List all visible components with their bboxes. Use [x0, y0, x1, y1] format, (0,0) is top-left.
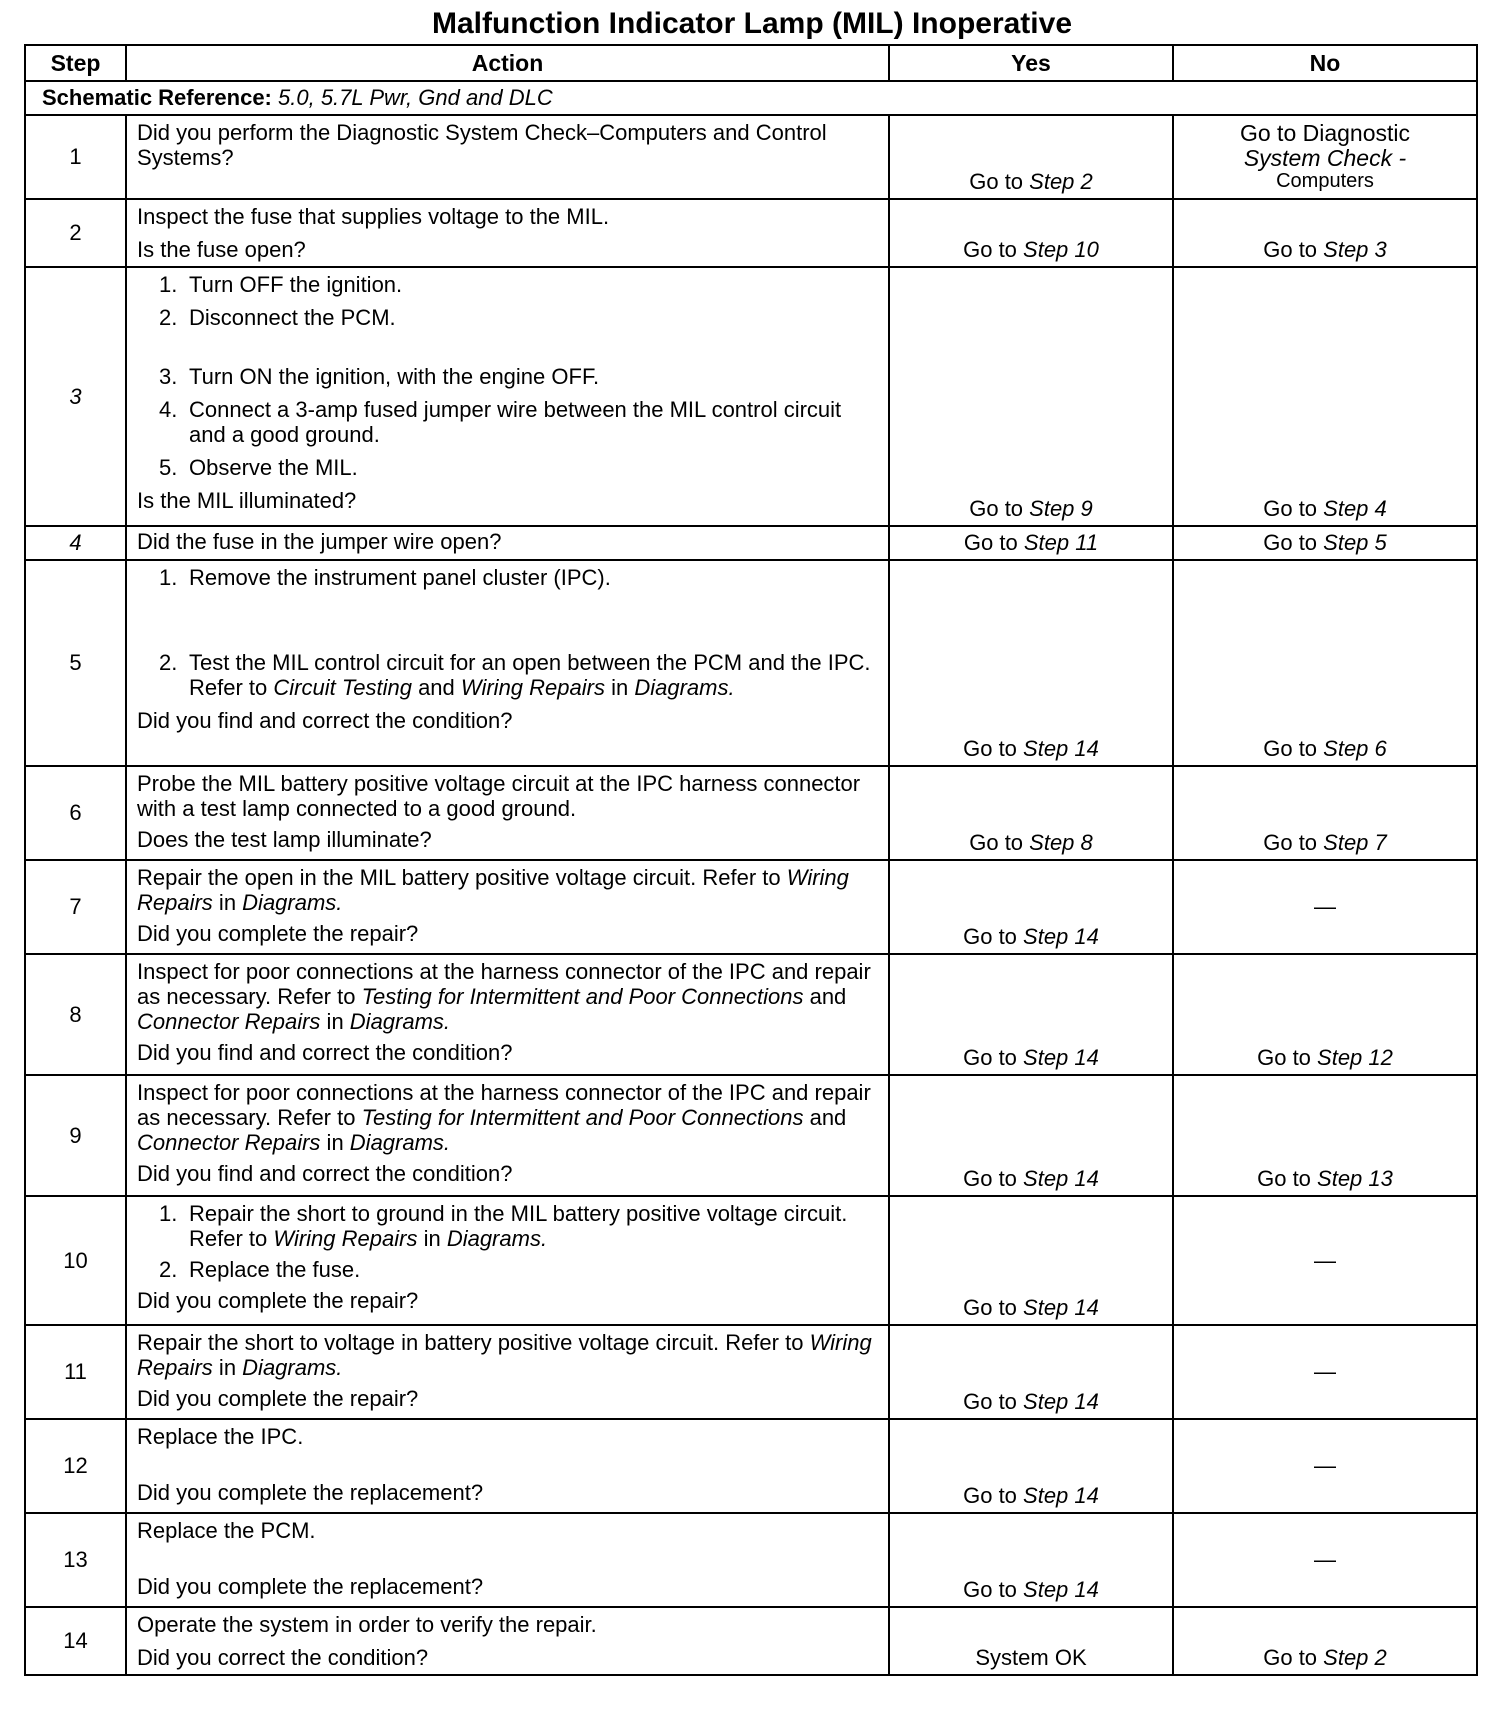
step-number: 10: [25, 1196, 126, 1325]
yes-link[interactable]: Step 11: [1023, 530, 1099, 555]
step-number: 13: [25, 1513, 126, 1607]
action-question: Did you complete the repair?: [137, 1288, 419, 1313]
list-item: 2. Disconnect the PCM.: [159, 305, 396, 330]
schematic-reference: [25, 81, 1477, 115]
no-cell: [1173, 1513, 1477, 1607]
no-link[interactable]: Step 4: [1323, 496, 1387, 521]
no-cell: [1173, 766, 1477, 860]
no-prefix: Go to: [1263, 496, 1324, 521]
list-item: 2. Test the MIL control circuit for an open between the PCM and the IPC. Refer to Circuit Testing and Wiring Repairs in Diagrams.: [159, 650, 871, 700]
no-cell: [1173, 1607, 1477, 1675]
no-dash: —: [1314, 1247, 1336, 1273]
no-prefix: Go to: [1257, 1166, 1318, 1191]
action-text: Inspect for poor connections at the harness connector of the IPC and repair as necessary. Refer to Testing for Intermittent and Poor Connections and Connector Repairs in Diagrams.: [137, 959, 871, 1034]
table-row: [25, 1196, 1477, 1325]
step-number: 11: [25, 1325, 126, 1419]
action-question: Did you find and correct the condition?: [137, 708, 513, 733]
list-item: 1. Repair the short to ground in the MIL battery positive voltage circuit. Refer to Wiring Repairs in Diagrams.: [159, 1201, 848, 1251]
yes-cell: [889, 560, 1173, 766]
table-row: [25, 860, 1477, 954]
yes-cell: [889, 1419, 1173, 1513]
yes-cell: [889, 526, 1173, 560]
yes-cell: [889, 954, 1173, 1075]
action-cell: [126, 199, 889, 267]
action-question: Did you correct the condition?: [137, 1645, 429, 1670]
table-row: [25, 766, 1477, 860]
table-row: [25, 1075, 1477, 1196]
action-question: Did you find and correct the condition?: [137, 1040, 513, 1065]
yes-prefix: Go to: [963, 1295, 1024, 1320]
yes-prefix: Go to: [963, 1483, 1024, 1508]
yes-prefix: Go to: [963, 1045, 1024, 1070]
yes-link[interactable]: Step 2: [1029, 169, 1093, 194]
header-no: No: [1173, 45, 1477, 81]
yes-link[interactable]: Step 14: [1023, 736, 1099, 761]
no-link[interactable]: Step 5: [1323, 530, 1387, 555]
yes-cell: [889, 1196, 1173, 1325]
table-row: [25, 1325, 1477, 1419]
no-cell: [1173, 199, 1477, 267]
step-number: 6: [25, 766, 126, 860]
action-question: Did you complete the repair?: [137, 1386, 419, 1411]
no-link[interactable]: Step 7: [1323, 830, 1387, 855]
list-item: 4. Connect a 3-amp fused jumper wire between the MIL control circuit and a good ground.: [159, 397, 842, 447]
yes-cell: [889, 1325, 1173, 1419]
action-cell: [126, 766, 889, 860]
table-row: [25, 954, 1477, 1075]
no-link[interactable]: Step 6: [1323, 736, 1387, 761]
yes-prefix: Go to: [969, 169, 1030, 194]
action-question: Did you find and correct the condition?: [137, 1161, 513, 1186]
yes-link[interactable]: Step 14: [1023, 1166, 1099, 1191]
step-number: 12: [25, 1419, 126, 1513]
table-row: [25, 199, 1477, 267]
no-dash: —: [1314, 1359, 1336, 1384]
no-line-3: Computers: [1276, 170, 1374, 192]
yes-text: System OK: [975, 1645, 1087, 1670]
yes-link[interactable]: Step 14: [1023, 924, 1099, 949]
no-dash: —: [1314, 1453, 1336, 1478]
yes-link[interactable]: Step 14: [1023, 1295, 1099, 1320]
action-question: Did you complete the repair?: [137, 921, 419, 946]
action-cell: [126, 560, 889, 766]
list-item: 1. Remove the instrument panel cluster (IPC).: [159, 565, 611, 590]
schematic-row: [25, 81, 1477, 115]
no-prefix: Go to: [1257, 1045, 1318, 1070]
no-link[interactable]: Step 12: [1317, 1045, 1393, 1070]
step-number: [25, 267, 126, 526]
yes-link[interactable]: Step 10: [1023, 237, 1099, 262]
yes-link[interactable]: Step 8: [1029, 830, 1093, 855]
action-cell: [126, 1419, 889, 1513]
table-row: [25, 560, 1477, 766]
action-cell: [126, 1196, 889, 1325]
yes-cell: [889, 1075, 1173, 1196]
action-cell: [126, 1607, 889, 1675]
action-text: Repair the short to voltage in battery positive voltage circuit. Refer to Wiring Repairs in Diagrams.: [137, 1330, 872, 1380]
step-number: 14: [25, 1607, 126, 1675]
action-question: Did you complete the replacement?: [137, 1480, 484, 1505]
yes-cell: [889, 860, 1173, 954]
action-text: Operate the system in order to verify the repair.: [137, 1612, 597, 1637]
list-item: 3. Turn ON the ignition, with the engine OFF.: [159, 364, 600, 389]
diagnostic-table: [24, 44, 1478, 1676]
action-question: Did you complete the replacement?: [137, 1574, 484, 1599]
action-cell: [126, 1075, 889, 1196]
yes-link[interactable]: Step 9: [1029, 496, 1093, 521]
step-number-text: 4: [69, 530, 82, 555]
no-prefix: Go to: [1263, 736, 1324, 761]
yes-link[interactable]: Step 14: [1023, 1045, 1099, 1070]
table-row: [25, 526, 1477, 560]
action-text: Inspect the fuse that supplies voltage to the MIL.: [137, 204, 610, 229]
no-cell: [1173, 1419, 1477, 1513]
action-cell: [126, 526, 889, 560]
no-link[interactable]: Step 3: [1323, 237, 1387, 262]
no-cell: [1173, 954, 1477, 1075]
action-text: Replace the IPC.: [137, 1424, 304, 1449]
no-prefix: Go to: [1263, 237, 1324, 262]
yes-prefix: Go to: [969, 830, 1030, 855]
action-cell: [126, 860, 889, 954]
header-action: Action: [126, 45, 889, 81]
action-cell: [126, 1513, 889, 1607]
yes-link[interactable]: Step 14: [1023, 1389, 1099, 1414]
action-question: Is the MIL illuminated?: [137, 488, 357, 513]
no-line-1[interactable]: Go to Diagnostic: [1239, 120, 1411, 146]
yes-cell: [889, 766, 1173, 860]
no-cell: [1173, 1075, 1477, 1196]
no-link[interactable]: Step 2: [1323, 1645, 1387, 1670]
yes-link[interactable]: Step 14: [1023, 1577, 1099, 1602]
no-cell: [1173, 115, 1477, 199]
step-number: [25, 526, 126, 560]
action-question: Did the fuse in the jumper wire open?: [137, 529, 502, 554]
yes-prefix: Go to: [963, 237, 1024, 262]
list-item: 1. Turn OFF the ignition.: [159, 272, 403, 297]
step-number: 9: [25, 1075, 126, 1196]
action-cell: [126, 115, 889, 199]
action-question: Is the fuse open?: [137, 237, 306, 262]
header-row: [25, 45, 1477, 81]
yes-cell: [889, 267, 1173, 526]
action-text: Replace the PCM.: [137, 1518, 316, 1543]
no-line-2[interactable]: System Check -: [1243, 145, 1407, 171]
action-cell: [126, 954, 889, 1075]
header-step: Step: [25, 45, 126, 81]
no-dash: —: [1314, 1547, 1336, 1572]
table-row: [25, 1513, 1477, 1607]
yes-prefix: Go to: [969, 496, 1030, 521]
table-row: [25, 267, 1477, 526]
yes-prefix: Go to: [963, 1166, 1024, 1191]
no-prefix: Go to: [1263, 1645, 1324, 1670]
step-number-text: 3: [69, 383, 82, 409]
action-cell: [126, 1325, 889, 1419]
table-row: [25, 1607, 1477, 1675]
list-item: 5. Observe the MIL.: [159, 455, 358, 480]
table-row: [25, 115, 1477, 199]
action-cell: [126, 267, 889, 526]
yes-cell: [889, 199, 1173, 267]
yes-link[interactable]: Step 14: [1023, 1483, 1099, 1508]
no-cell: [1173, 526, 1477, 560]
action-text: Inspect for poor connections at the harness connector of the IPC and repair as necessary. Refer to Testing for Intermittent and Poor Connections and Connector Repairs in Diagrams.: [137, 1080, 871, 1155]
header-yes: Yes: [889, 45, 1173, 81]
step-number: 1: [25, 115, 126, 199]
no-dash: —: [1314, 894, 1336, 919]
schematic-value: 5.0, 5.7L Pwr, Gnd and DLC: [278, 85, 553, 110]
action-question: Does the test lamp illuminate?: [137, 827, 432, 852]
step-number: 5: [25, 560, 126, 766]
yes-cell: [889, 115, 1173, 199]
page-title: Malfunction Indicator Lamp (MIL) Inoperative: [431, 7, 1073, 40]
no-cell: [1173, 267, 1477, 526]
step-number: 7: [25, 860, 126, 954]
step-number: 2: [25, 199, 126, 267]
table-row: [25, 1419, 1477, 1513]
schematic-label: Schematic Reference:: [42, 85, 272, 110]
no-cell: [1173, 1196, 1477, 1325]
no-prefix: Go to: [1263, 830, 1324, 855]
action-text: Probe the MIL battery positive voltage circuit at the IPC harness connector with a test lamp connected to a good ground.: [137, 771, 861, 821]
yes-prefix: Go to: [963, 1577, 1024, 1602]
yes-prefix: Go to: [963, 1389, 1024, 1414]
no-link[interactable]: Step 13: [1317, 1166, 1393, 1191]
yes-prefix: Go to: [963, 530, 1024, 555]
no-prefix: Go to: [1263, 530, 1324, 555]
no-cell: [1173, 560, 1477, 766]
action-question: Did you perform the Diagnostic System Check–Computers and Control Systems?: [137, 120, 827, 170]
yes-cell: [889, 1513, 1173, 1607]
yes-cell: [889, 1607, 1173, 1675]
action-text: Repair the open in the MIL battery positive voltage circuit. Refer to Wiring Repairs in Diagrams.: [137, 865, 849, 915]
step-number: 8: [25, 954, 126, 1075]
no-cell: [1173, 860, 1477, 954]
yes-prefix: Go to: [963, 736, 1024, 761]
list-item: 2. Replace the fuse.: [159, 1257, 361, 1282]
yes-prefix: Go to: [963, 924, 1024, 949]
no-cell: [1173, 1325, 1477, 1419]
